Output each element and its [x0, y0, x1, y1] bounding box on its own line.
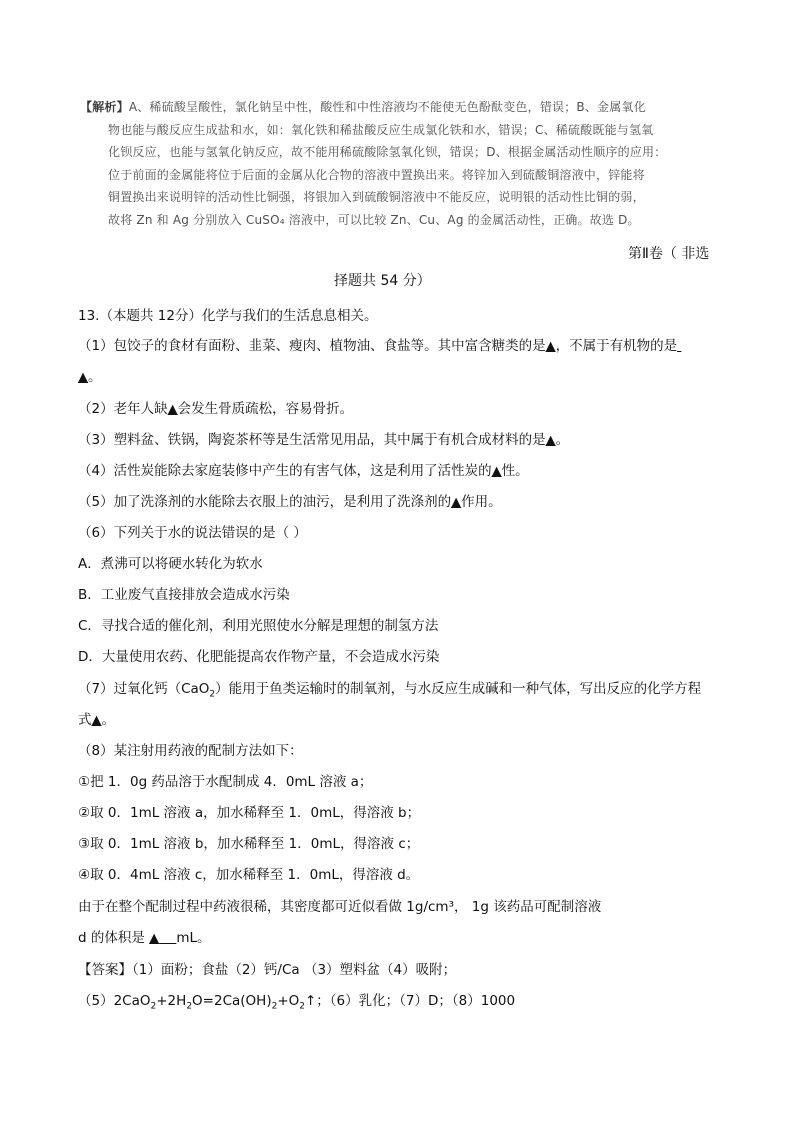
answer-line-1: 【答案】（1）面粉；食盐（2）钙/Ca （3）塑料盆（4）吸附；: [78, 962, 457, 978]
analysis-line: 故将 Zn 和 Ag 分别放入 CuSO₄ 溶液中，可以比较 Zn、Cu、Ag 的金属活动性，正确。故选 D。: [108, 212, 640, 227]
option-b: B．工业废气直接排放会造成水污染: [78, 587, 290, 603]
option-d: D．大量使用农药、化肥能提高农作物产量，不会造成水污染: [78, 649, 440, 665]
q1: （1）包饺子的食材有面粉、韭菜、瘦肉、植物油、食盐等。其中富含糖类的是▲，不属于有机物的是: [78, 338, 678, 354]
q7-cont: 式▲。: [78, 712, 115, 728]
answer-label: 【答案】: [78, 962, 132, 978]
answer-blank: ▲: [78, 370, 88, 385]
analysis-line: 【解析】A、稀硫酸呈酸性，氯化钠呈中性，酸性和中性溶液均不能使无色酚酞变色，错误；B、金属氧化: [80, 100, 646, 114]
answer-blank: ▲: [545, 433, 556, 448]
option-a: A．煮沸可以将硬水转化为软水: [78, 556, 263, 572]
q2: （2）老年人缺▲会发生骨质疏松，容易骨折。: [78, 401, 354, 417]
q6: （6）下列关于水的说法错误的是（ ）: [78, 525, 307, 541]
step-1: ①把 1．0g 药品溶于水配制成 4．0mL 溶液 a；: [78, 774, 373, 790]
part-title: 第Ⅱ卷（ 非选: [628, 246, 710, 262]
q3: （3）塑料盆、铁锅，陶瓷茶杯等是生活常见用品，其中属于有机合成材料的是▲。: [78, 432, 570, 448]
q5: （5）加了洗涤剂的水能除去衣服上的油污，是利用了洗涤剂的▲作用。: [78, 494, 502, 510]
answer-blank: ▲: [149, 931, 160, 946]
answer-blank: ▲: [91, 713, 102, 728]
analysis-line: 位于前面的金属能将位于后面的金属从化合物的溶液中置换出来。将锌加入到硫酸铜溶液中，锌能将: [108, 167, 645, 182]
option-c: C．寻找合适的催化剂，利用光照使水分解是理想的制氢方法: [78, 618, 439, 634]
answer-blank: ▲: [167, 402, 178, 417]
question-title: 13.（本题共 12分）化学与我们的生活息息相关。: [78, 308, 378, 324]
q1-cont: ▲。: [78, 369, 102, 385]
answer-blank: ▲: [451, 495, 462, 510]
q4: （4）活性炭能除去家庭装修中产生的有害气体，这是利用了活性炭的▲性。: [78, 463, 529, 479]
step-2: ②取 0．1mL 溶液 a，加水稀释至 1．0mL，得溶液 b；: [78, 805, 421, 821]
q7: （7）过氧化钙（CaO$_2$）能用于鱼类运输时的制氧剂，与水反应生成碱和一种气体，写出反应的化学方程: [78, 681, 702, 700]
density-note: 由于在整个配制过程中药液很稀，其密度都可近似看做 1g/cm³， 1g 该药品可配制溶液: [78, 899, 602, 915]
analysis-line: 化钡反应，也能与氢氧化钠反应，故不能用稀硫酸除氢氧化钡，错误；D、根据金属活动性顺序的应用：: [108, 145, 667, 159]
step-3: ③取 0．1mL 溶液 b，加水稀释至 1．0mL，得溶液 c；: [78, 836, 420, 852]
analysis-line: 铜置换出来说明锌的活动性比铜强，将银加入到硫酸铜溶液中不能反应，说明银的活动性比铜的弱，: [108, 190, 645, 204]
answer-blank: ▲: [491, 464, 502, 479]
analysis-label: 【解析】: [80, 100, 129, 114]
answer-line-2: $(5)2CaO_2+2H_2O=2Ca(OH)_2+O_2↑$；（6）乳化；（7）D；（8）1000: [78, 993, 516, 1012]
answer-blank: ▲: [545, 339, 556, 354]
q8: （8）某注射用药液的配制方法如下：: [78, 743, 303, 759]
density-note-cont: d 的体积是 ▲ mL。: [78, 930, 211, 946]
part-title-cont: 择题共 54 分）: [334, 273, 431, 289]
analysis-line: 物也能与酸反应生成盐和水，如：氧化铁和稀盐酸反应生成氯化铁和水，错误；C、稀硫酸既能与氢氧: [108, 122, 654, 137]
analysis-scan: [80, 96, 667, 231]
step-4: ④取 0．4mL 溶液 c，加水稀释至 1．0mL，得溶液 d。: [78, 867, 420, 883]
